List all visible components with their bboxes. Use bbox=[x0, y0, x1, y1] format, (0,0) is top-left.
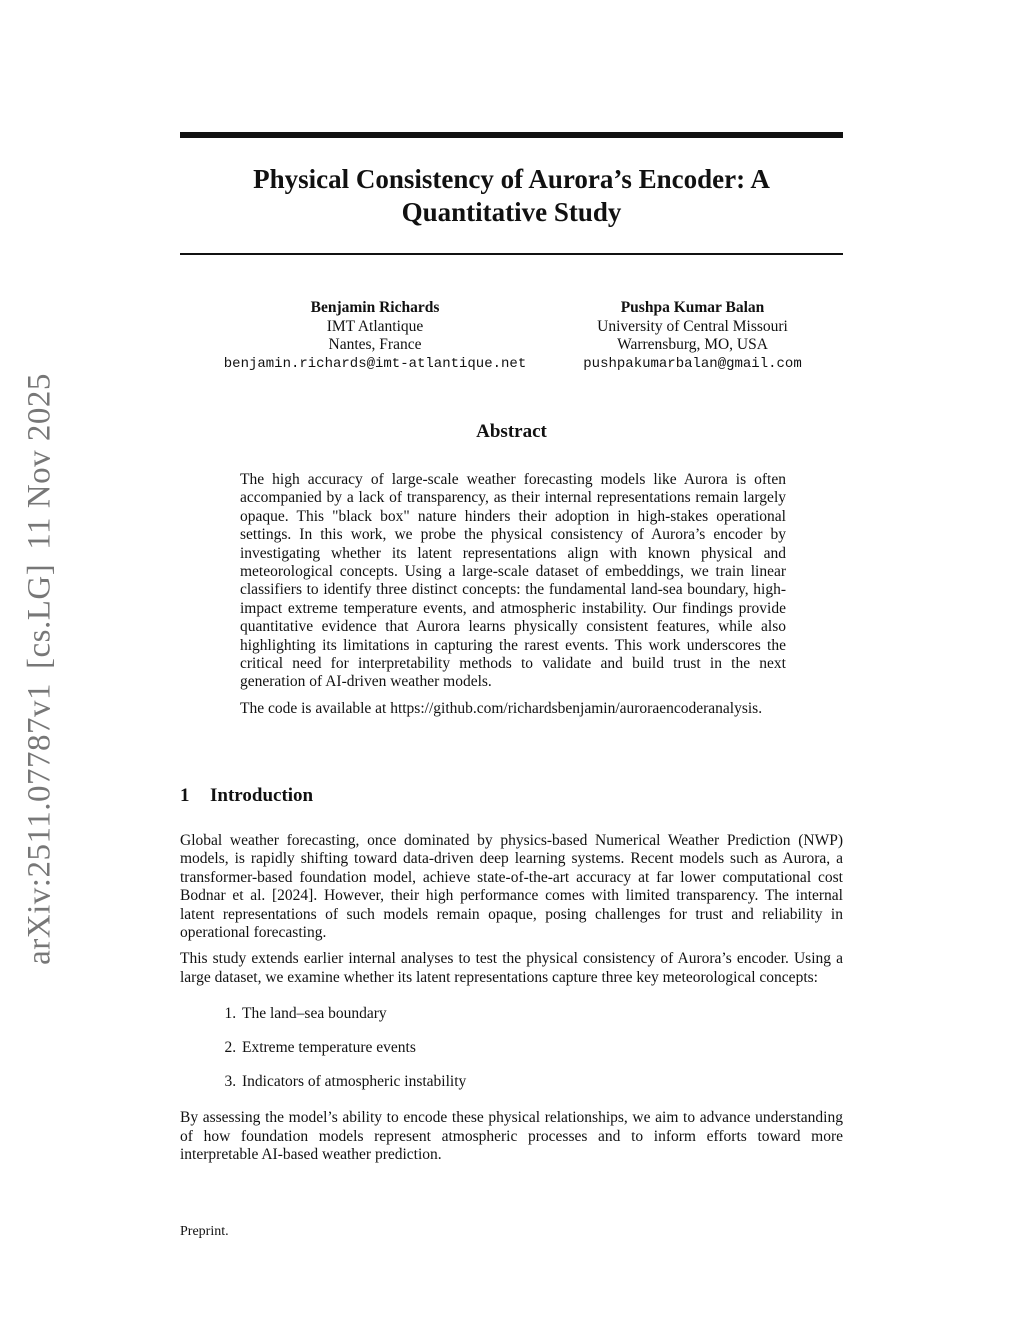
list-item: 2. Extreme temperature events bbox=[240, 1039, 843, 1057]
author-1 bbox=[200, 299, 550, 373]
author-name: Pushpa Kumar Balan bbox=[620, 299, 765, 316]
abstract-heading: Abstract bbox=[476, 421, 547, 442]
arxiv-date: 11 Nov 2025 bbox=[21, 373, 58, 550]
arxiv-id: arXiv:2511.07787v1 bbox=[21, 682, 58, 965]
title-top-rule bbox=[180, 132, 843, 138]
abstract-paragraph: The high accuracy of large-scale weather forecasting models like Aurora is often accompanied by a lack of transparency, as their internal representations remain largely opaque. This "black box" nature hinders their adoption in high-stakes operational settings. In this work, we probe the physical consistency of Aurora’s encoder by investigating whether its latent representations align with known physical and meteorological concepts. Using a large-scale dataset of embeddings, we train linear classifiers to identify three distinct concepts: the fundamental land-sea boundary, high-impact extreme temperature events, and atmospheric instability. Our findings provide quantitative evidence that Aurora learns physically consistent features, while also highlighting its limitations in capturing the rarest events. This work underscores the critical need for interpretability methods to validate and build trust in the next generation of AI-driven weather models. bbox=[240, 471, 786, 691]
introduction-body bbox=[180, 832, 843, 1173]
paper-title bbox=[180, 163, 843, 229]
arxiv-sidebar-stamp bbox=[22, 359, 59, 965]
code-availability: The code is available at https://github.com/richardsbenjamin/auroraencoderanalysis. bbox=[240, 699, 763, 717]
arxiv-category: [cs.LG] bbox=[21, 563, 58, 669]
title-line-1: Physical Consistency of Aurora’s Encoder: A bbox=[253, 164, 770, 194]
footer-note: Preprint. bbox=[180, 1224, 229, 1239]
author-location: Nantes, France bbox=[328, 336, 422, 353]
author-affiliation: IMT Atlantique bbox=[326, 317, 424, 335]
concept-list bbox=[180, 1005, 843, 1091]
author-location: Warrensburg, MO, USA bbox=[617, 336, 768, 353]
intro-paragraph-3: By assessing the model’s ability to encode these physical relationships, we aim to advance understanding of how foundation models represent atmospheric processes and to inform efforts toward more interpretable AI-based weather prediction. bbox=[180, 1109, 843, 1164]
intro-paragraph-1: Global weather forecasting, once dominated by physics-based Numerical Weather Prediction (NWP) models, is rapidly shifting toward data-driven deep learning systems. Recent models such as Aurora, a transformer-based foundation model, achieve state-of-the-art accuracy at far lower computational cost Bodnar et al. [2024]. However, their high performance comes with limited transparency. The internal latent representations of such models remain opaque, posing challenges for trust and reliability in operational forecasting. bbox=[180, 832, 843, 942]
author-email[interactable]: benjamin.richards@imt-atlantique.net bbox=[223, 355, 527, 372]
list-item: 1. The land–sea boundary bbox=[240, 1005, 843, 1023]
section-number: 1 bbox=[180, 785, 190, 806]
abstract-body bbox=[240, 471, 786, 726]
author-name: Benjamin Richards bbox=[310, 299, 440, 316]
intro-paragraph-2: This study extends earlier internal analyses to test the physical consistency of Aurora’s encoder. Using a large dataset, we examine whether its latent representations capture three key meteorological concepts: bbox=[180, 950, 843, 986]
list-item: 3. Indicators of atmospheric instability bbox=[240, 1073, 843, 1091]
section-title: Introduction bbox=[210, 785, 314, 806]
author-email[interactable]: pushpakumarbalan@gmail.com bbox=[583, 355, 802, 372]
title-line-2: Quantitative Study bbox=[401, 197, 622, 227]
title-bottom-rule bbox=[180, 253, 843, 255]
author-2 bbox=[555, 299, 830, 373]
author-affiliation: University of Central Missouri bbox=[597, 317, 788, 335]
section-heading bbox=[180, 785, 313, 807]
